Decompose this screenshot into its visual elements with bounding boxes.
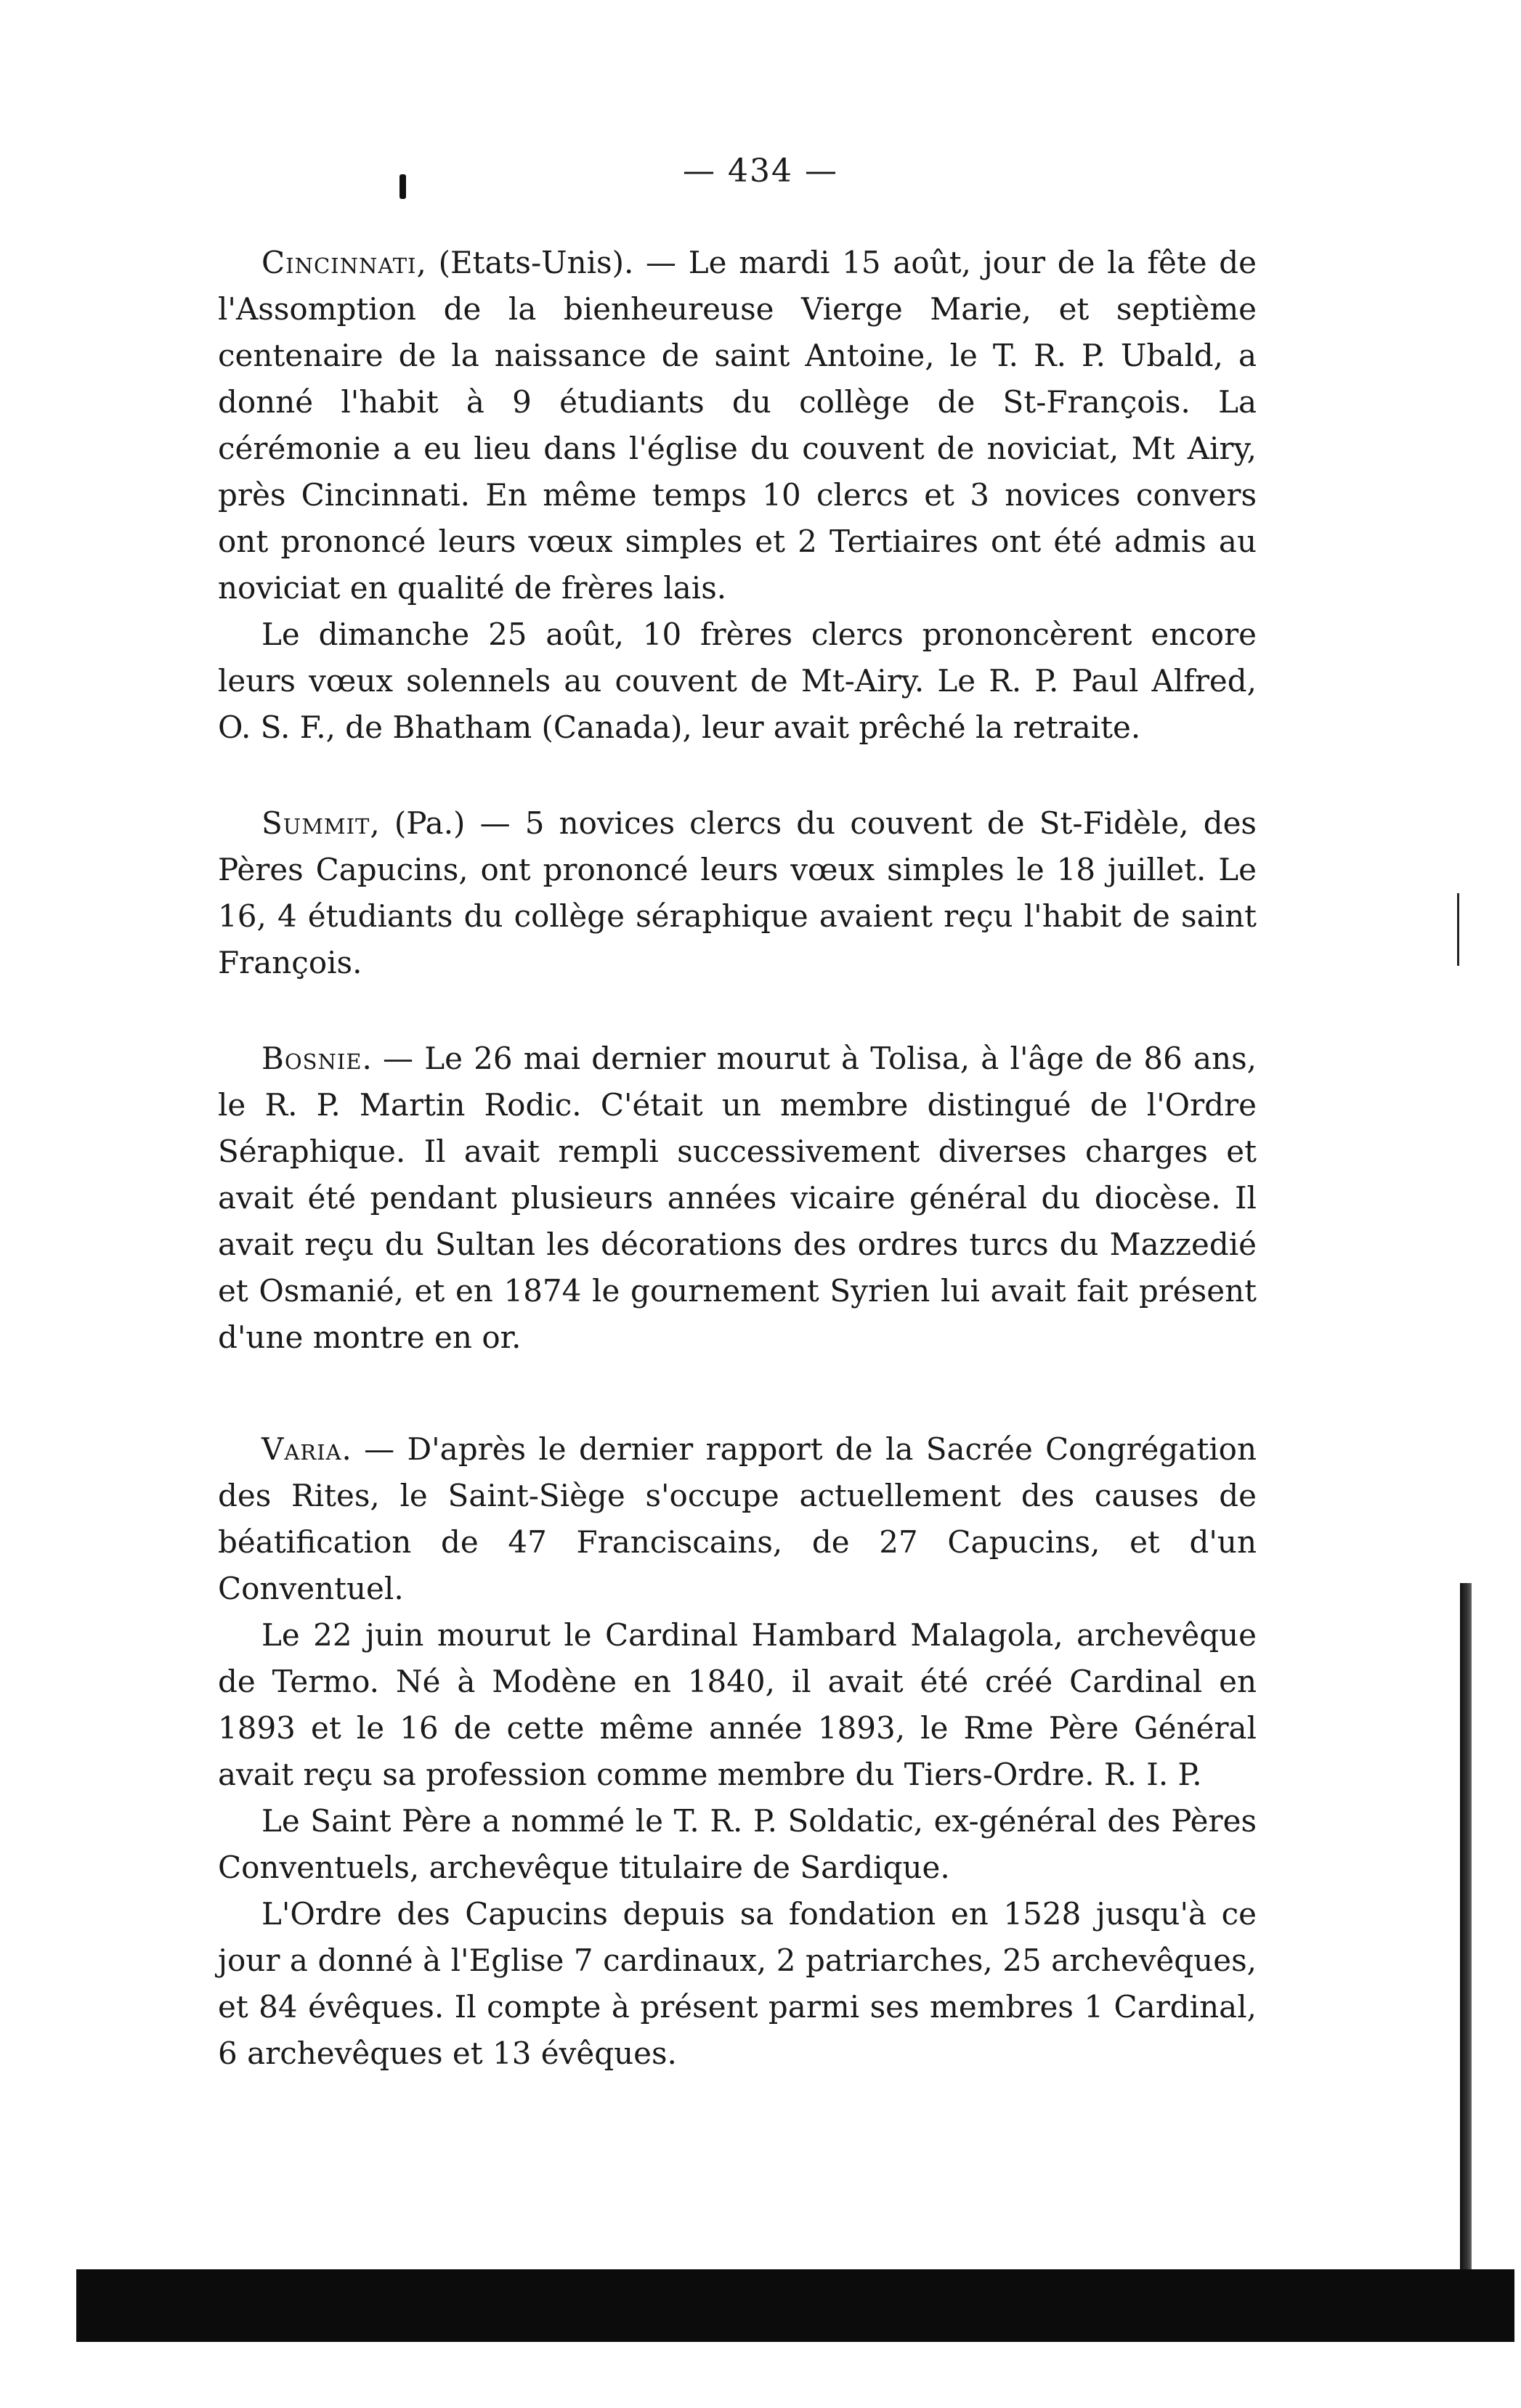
place-heading: Cincinnati bbox=[261, 245, 417, 280]
paragraph-text: , (Etats-Unis). — Le mardi 15 août, jour de la fête de l'Assomption de la bienheureuse Vierge Marie, et septième centenaire de la naissance de saint Antoine, le T. R. P. Ubald, a donné l'habit à 9 étudiants du collège de St-François. La cérémonie a eu lieu dans l'église du couvent de noviciat, Mt Airy, près Cincinnati. En même temps 10 clercs et 3 novices convers ont prononcé leurs vœux simples et 2 Tertiaires ont été admis au noviciat en qualité de frères lais. bbox=[218, 245, 1257, 606]
section-summit bbox=[218, 800, 1257, 986]
section-cincinnati bbox=[218, 240, 1257, 751]
paragraph: Le Saint Père a nommé le T. R. P. Soldatic, ex-général des Pères Conventuels, archevêque titulaire de Sardique. bbox=[218, 1803, 1257, 1885]
paragraph: Le 22 juin mourut le Cardinal Hambard Malagola, archevêque de Termo. Né à Modène en 1840, il avait été créé Cardinal en 1893 et le 16 de cette même année 1893, le Rme Père Général avait reçu sa profession comme membre du Tiers-Ordre. R. I. P. bbox=[218, 1617, 1257, 1792]
paragraph bbox=[218, 800, 1257, 986]
paragraph-text: . — D'après le dernier rapport de la Sacrée Congrégation des Rites, le Saint-Siège s'occupe actuellement des causes de béatification de 47 Franciscains, de 27 Capucins, et d'un Conventuel. bbox=[218, 1431, 1257, 1606]
place-heading: Varia bbox=[261, 1431, 342, 1467]
paragraph bbox=[218, 1426, 1257, 1612]
paragraph bbox=[218, 1036, 1257, 1361]
place-heading: Bosnie bbox=[261, 1041, 362, 1076]
scan-edge-line bbox=[1457, 893, 1459, 966]
paragraph bbox=[218, 240, 1257, 611]
paragraph: L'Ordre des Capucins depuis sa fondation en 1528 jusqu'à ce jour a donné à l'Eglise 7 cardinaux, 2 patriarches, 25 archevêques, et 84 évêques. Il compte à présent parmi ses membres 1 Cardinal, 6 archevêques et 13 évêques. bbox=[218, 1896, 1257, 2071]
paragraph-text: , (Pa.) — 5 novices clercs du couvent de St-Fidèle, des Pères Capucins, ont prononcé leurs vœux simples le 18 juillet. Le 16, 4 étudiants du collège séraphique avaient reçu l'habit de saint François. bbox=[218, 805, 1257, 980]
scan-bottom-border bbox=[76, 2269, 1514, 2342]
section-varia bbox=[218, 1426, 1257, 2077]
paragraph: Le dimanche 25 août, 10 frères clercs prononcèrent encore leurs vœux solennels au couvent de Mt-Airy. Le R. P. Paul Alfred, O. S. F., de Bhatham (Canada), leur avait prêché la retraite. bbox=[218, 617, 1257, 745]
place-heading: Summit bbox=[261, 805, 370, 841]
page-body bbox=[218, 240, 1257, 2126]
paragraph-text: . — Le 26 mai dernier mourut à Tolisa, à l'âge de 86 ans, le R. P. Martin Rodic. C'était un membre distingué de l'Ordre Séraphique. Il avait rempli successivement diverses charges et avait été pendant plusieurs années vicaire général du diocèse. Il avait reçu du Sultan les décorations des ordres turcs du Mazzedié et Osmanié, et en 1874 le gournement Syrien lui avait fait présent d'une montre en or. bbox=[218, 1041, 1257, 1355]
scan-edge-shadow bbox=[1460, 1583, 1472, 2273]
page-number: — 434 — bbox=[683, 152, 838, 190]
section-bosnie bbox=[218, 1036, 1257, 1361]
